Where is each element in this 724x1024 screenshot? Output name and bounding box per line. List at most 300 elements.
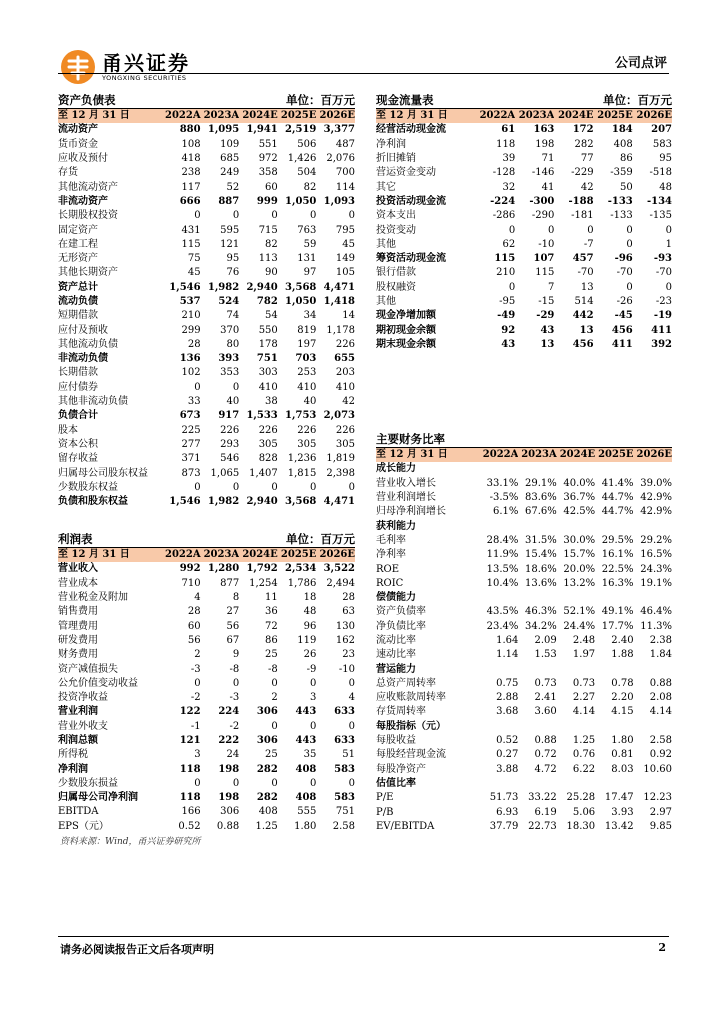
cell-value: 673 bbox=[179, 410, 201, 422]
financial-ratios-block bbox=[376, 432, 672, 834]
cell-value: 393 bbox=[218, 353, 240, 365]
row-label: 营运资金变动 bbox=[376, 167, 436, 179]
cell-value: 114 bbox=[335, 181, 355, 193]
cell-value: 43.5% bbox=[486, 606, 519, 618]
cell-value: -229 bbox=[571, 167, 594, 179]
cell-value: 0 bbox=[508, 281, 516, 293]
row-label: 短期借款 bbox=[58, 310, 98, 322]
cell-value: 2.20 bbox=[611, 692, 634, 704]
cell-value: 25.28 bbox=[566, 792, 596, 804]
cell-value: 0.88 bbox=[216, 820, 240, 832]
table-row bbox=[58, 395, 355, 409]
row-label: 流动资产 bbox=[58, 124, 98, 136]
cell-value: 0 bbox=[310, 720, 317, 732]
table-row bbox=[58, 777, 355, 791]
cell-value: 97 bbox=[303, 267, 317, 279]
cell-value: 226 bbox=[258, 424, 278, 436]
table-row bbox=[58, 223, 355, 237]
table-section-row bbox=[376, 591, 672, 605]
balance-sheet-table bbox=[58, 109, 355, 509]
cell-value: 408 bbox=[258, 806, 278, 818]
table-row bbox=[376, 195, 672, 209]
cell-value: 198 bbox=[218, 792, 240, 804]
table-row bbox=[376, 323, 672, 337]
row-label: ROIC bbox=[376, 577, 404, 589]
cell-value: 1,982 bbox=[207, 496, 240, 508]
cell-value: -3 bbox=[190, 663, 201, 675]
row-label: 成长能力 bbox=[376, 463, 416, 475]
table-row bbox=[376, 534, 672, 548]
cell-value: 14 bbox=[342, 310, 355, 322]
row-label: 负债合计 bbox=[58, 410, 98, 422]
cell-value: 42 bbox=[580, 181, 594, 193]
row-label: 净利率 bbox=[376, 549, 406, 561]
cell-value: 48 bbox=[303, 606, 317, 618]
cell-value: 524 bbox=[218, 296, 240, 307]
cell-value: 13.5% bbox=[486, 563, 519, 575]
cell-value: 6.19 bbox=[534, 806, 557, 818]
cell-value bbox=[557, 462, 595, 476]
table-row bbox=[58, 295, 355, 309]
cell-value: 0 bbox=[232, 381, 240, 393]
cell-value: 222 bbox=[218, 735, 240, 746]
cell-value: 293 bbox=[220, 438, 240, 450]
row-label: 营业成本 bbox=[58, 577, 98, 589]
cell-value: 51.73 bbox=[489, 792, 519, 804]
cell-value: 795 bbox=[335, 224, 355, 236]
cell-value: 37.79 bbox=[489, 820, 519, 832]
cell-value: 30.0% bbox=[563, 534, 596, 546]
column-header-year: 2024E bbox=[239, 109, 278, 123]
cell-value: 0 bbox=[232, 210, 240, 222]
cell-value: 226 bbox=[335, 338, 355, 350]
table-row bbox=[58, 605, 355, 619]
row-label: 总资产周转率 bbox=[376, 677, 436, 689]
cell-value: 226 bbox=[297, 424, 317, 436]
cell-value: 1,533 bbox=[246, 410, 278, 422]
cell-value: 42.5% bbox=[563, 506, 596, 518]
cell-value: 3.88 bbox=[496, 763, 519, 775]
cell-value: 306 bbox=[256, 735, 278, 746]
cell-value: 410 bbox=[297, 381, 317, 393]
table-row bbox=[376, 223, 672, 237]
cell-value bbox=[634, 720, 672, 734]
cell-value: 23 bbox=[342, 649, 355, 661]
cell-value: 633 bbox=[334, 706, 355, 718]
cell-value: -93 bbox=[653, 253, 672, 265]
table-header-row bbox=[376, 109, 672, 123]
column-header-year: 2025E bbox=[594, 109, 633, 123]
cell-value: 1,819 bbox=[326, 453, 355, 465]
cell-value bbox=[595, 777, 633, 791]
column-header-year: 2024E bbox=[554, 109, 593, 123]
cell-value: 77 bbox=[580, 153, 594, 165]
cell-value: 4,471 bbox=[323, 496, 355, 508]
table-header-row bbox=[376, 448, 672, 462]
cell-value: 1,546 bbox=[169, 281, 201, 293]
cell-value: 29.5% bbox=[601, 534, 634, 546]
cell-value: 303 bbox=[258, 367, 278, 379]
cell-value: 456 bbox=[572, 338, 594, 350]
cell-value: 0 bbox=[348, 777, 355, 789]
row-label: 净利润 bbox=[58, 763, 88, 775]
cell-value: 34.2% bbox=[525, 620, 557, 632]
row-label: 净利润 bbox=[376, 138, 406, 150]
cell-value: 1.25 bbox=[255, 820, 278, 832]
cell-value: 2.97 bbox=[649, 806, 672, 818]
cell-value: 25 bbox=[265, 749, 278, 761]
cell-value: 0 bbox=[194, 381, 201, 393]
table-row bbox=[58, 562, 355, 576]
cell-value: 583 bbox=[334, 763, 355, 775]
row-label: 投资净收益 bbox=[58, 692, 108, 704]
cell-value: 136 bbox=[179, 353, 201, 365]
row-label: 股权融资 bbox=[376, 281, 416, 293]
table-row bbox=[58, 662, 355, 676]
cell-value: 710 bbox=[181, 577, 201, 589]
cell-value: 45 bbox=[342, 238, 355, 250]
cell-value: 2.27 bbox=[572, 692, 596, 704]
table-row bbox=[58, 309, 355, 323]
cell-value: 16.3% bbox=[601, 577, 634, 589]
cell-value: 90 bbox=[265, 267, 278, 279]
column-header-year: 2025E bbox=[278, 109, 317, 123]
cell-value bbox=[518, 519, 556, 533]
cell-value: 371 bbox=[181, 453, 201, 465]
table-row bbox=[58, 762, 355, 776]
cell-value: 109 bbox=[220, 138, 240, 150]
row-label: 管理费用 bbox=[58, 620, 98, 632]
cell-value: 13 bbox=[540, 338, 555, 350]
cell-value: 0.72 bbox=[534, 749, 557, 761]
row-label: 投资活动现金流 bbox=[376, 195, 446, 207]
cell-value: 60 bbox=[265, 181, 278, 193]
cell-value: 408 bbox=[613, 138, 633, 150]
cell-value: 3,568 bbox=[285, 496, 317, 508]
cell-value: 306 bbox=[220, 806, 240, 818]
cell-value: 6.1% bbox=[492, 506, 519, 518]
cell-value: 282 bbox=[574, 138, 594, 150]
cell-value: 13.42 bbox=[604, 820, 634, 832]
row-label: 经营活动现金流 bbox=[376, 124, 446, 136]
cell-value: -15 bbox=[538, 296, 555, 307]
table-row bbox=[58, 138, 355, 152]
cell-value: 31.5% bbox=[525, 534, 557, 546]
cell-value bbox=[557, 720, 595, 734]
table-row bbox=[376, 281, 672, 295]
table-row bbox=[376, 252, 672, 266]
column-header-label: 至 12 月 31 日 bbox=[58, 109, 162, 123]
cell-value: 17.47 bbox=[604, 792, 634, 804]
cell-value: 0 bbox=[232, 481, 240, 493]
cell-value: 28.4% bbox=[486, 534, 519, 546]
cell-value: 2.09 bbox=[534, 635, 557, 646]
row-label: 应付债券 bbox=[58, 381, 98, 393]
cell-value: 43 bbox=[540, 324, 555, 336]
cell-value: 82 bbox=[265, 238, 278, 250]
table-section-row bbox=[376, 777, 672, 791]
cell-value: 33.22 bbox=[528, 792, 557, 804]
column-header-label: 至 12 月 31 日 bbox=[376, 109, 476, 123]
table-row bbox=[376, 266, 672, 280]
cell-value: 666 bbox=[179, 195, 201, 207]
table-section-row bbox=[376, 662, 672, 676]
row-label: 其他 bbox=[376, 296, 396, 307]
table-row bbox=[58, 166, 355, 180]
cell-value: 28 bbox=[187, 338, 201, 350]
cell-value: 358 bbox=[258, 167, 278, 179]
row-label: EBITDA bbox=[58, 806, 99, 818]
cell-value: 59 bbox=[303, 238, 317, 250]
cell-value: 19.1% bbox=[640, 577, 672, 589]
balance-sheet-block bbox=[58, 93, 355, 509]
column-header-label: 至 12 月 31 日 bbox=[376, 448, 480, 462]
table-row bbox=[376, 805, 672, 819]
cell-value: 0.76 bbox=[572, 749, 596, 761]
table-row bbox=[376, 820, 672, 834]
cash-flow-table bbox=[376, 109, 672, 352]
cell-value: -19 bbox=[653, 310, 672, 322]
cell-value: 1,095 bbox=[207, 124, 240, 136]
cell-value: 751 bbox=[335, 806, 355, 818]
cell-value: 0 bbox=[232, 677, 240, 689]
cell-value: 1,941 bbox=[246, 124, 278, 136]
cell-value bbox=[557, 777, 595, 791]
row-label: 应收账款周转率 bbox=[376, 692, 446, 704]
cell-value: 5.06 bbox=[572, 806, 596, 818]
company-name-cn: 甬兴证券 bbox=[102, 51, 190, 75]
cell-value: 443 bbox=[295, 735, 317, 746]
cell-value: 408 bbox=[295, 763, 317, 775]
cell-value: 35 bbox=[303, 749, 317, 761]
cell-value: 40.0% bbox=[563, 477, 596, 489]
cell-value: 184 bbox=[611, 124, 633, 136]
cell-value: 48 bbox=[659, 181, 672, 193]
cell-value: 0 bbox=[271, 777, 278, 789]
cell-value: 86 bbox=[620, 153, 633, 165]
table-row bbox=[58, 180, 355, 194]
cell-value: 3,568 bbox=[285, 281, 317, 293]
cell-value: -300 bbox=[529, 195, 555, 207]
row-label: P/B bbox=[376, 806, 394, 818]
cell-value: 2,940 bbox=[246, 281, 278, 293]
table-row bbox=[376, 180, 672, 194]
data-source-note: 资料来源：Wind，甬兴证券研究所 bbox=[60, 837, 201, 847]
cell-value: 3 bbox=[310, 692, 317, 704]
cell-value: 198 bbox=[218, 763, 240, 775]
row-label: 偿债能力 bbox=[376, 592, 416, 604]
cell-value: 1,815 bbox=[287, 467, 317, 479]
row-label: 无形资产 bbox=[58, 253, 98, 265]
cell-value: -26 bbox=[616, 296, 633, 307]
cell-value: -2 bbox=[229, 720, 240, 732]
table-section-row bbox=[376, 720, 672, 734]
column-header-label: 至 12 月 31 日 bbox=[58, 548, 162, 562]
cell-value bbox=[557, 591, 595, 605]
cell-value bbox=[634, 662, 672, 676]
cell-value: 2,073 bbox=[323, 410, 355, 422]
row-label: 存货 bbox=[58, 167, 78, 179]
cell-value: 42 bbox=[342, 396, 355, 408]
income-statement-title: 利润表 bbox=[58, 532, 93, 546]
cell-value: 11.3% bbox=[640, 620, 672, 632]
column-header-year: 2024E bbox=[239, 548, 278, 562]
cell-value: 0.27 bbox=[496, 749, 519, 761]
row-label: 归属母公司股东权益 bbox=[58, 467, 148, 479]
cell-value: 1,546 bbox=[169, 496, 201, 508]
cell-value: 56 bbox=[226, 620, 240, 632]
cell-value: 306 bbox=[256, 706, 278, 718]
cell-value bbox=[480, 462, 518, 476]
cell-value: 42.9% bbox=[640, 492, 672, 504]
table-row bbox=[58, 634, 355, 648]
row-label: ROE bbox=[376, 563, 400, 575]
table-row bbox=[58, 409, 355, 423]
table-row bbox=[376, 548, 672, 562]
cell-value: 24.3% bbox=[640, 563, 672, 575]
cell-value: 0 bbox=[626, 224, 633, 236]
cell-value: 0.78 bbox=[611, 677, 634, 689]
cell-value: 0 bbox=[508, 224, 516, 236]
balance-sheet-unit: 单位：百万元 bbox=[286, 93, 355, 107]
cell-value: 6.93 bbox=[496, 806, 519, 818]
cell-value: 763 bbox=[297, 224, 317, 236]
cell-value: 4.15 bbox=[611, 706, 634, 718]
cash-flow-title: 现金流量表 bbox=[376, 93, 434, 107]
table-row bbox=[376, 634, 672, 648]
cell-value: 86 bbox=[265, 634, 278, 646]
cell-value: 431 bbox=[181, 224, 201, 236]
cell-value: -224 bbox=[490, 195, 516, 207]
cell-value: 887 bbox=[218, 195, 240, 207]
cell-value: 38 bbox=[265, 396, 278, 408]
table-row bbox=[376, 138, 672, 152]
cell-value: 115 bbox=[535, 267, 555, 279]
cell-value: -70 bbox=[577, 267, 594, 279]
cell-value: 2,398 bbox=[326, 467, 355, 479]
cell-value: 12.23 bbox=[643, 792, 672, 804]
cell-value: 4 bbox=[194, 592, 201, 604]
cell-value: 1,786 bbox=[287, 577, 317, 589]
row-label: 其他非流动负债 bbox=[58, 396, 128, 408]
cell-value: 34 bbox=[303, 310, 317, 322]
cell-value: 9 bbox=[232, 649, 240, 661]
row-label: 少数股东权益 bbox=[58, 481, 118, 493]
cell-value: 33.1% bbox=[486, 477, 519, 489]
cell-value: 411 bbox=[611, 338, 633, 350]
cell-value: 29.2% bbox=[640, 534, 672, 546]
table-row bbox=[58, 323, 355, 337]
cell-value: 457 bbox=[572, 253, 594, 265]
cell-value: 22.73 bbox=[528, 820, 557, 832]
cell-value: -128 bbox=[492, 167, 516, 179]
cell-value: 506 bbox=[297, 138, 317, 150]
column-header-year: 2025E bbox=[595, 448, 633, 462]
cell-value: 0 bbox=[194, 481, 201, 493]
row-label: 少数股东损益 bbox=[58, 777, 118, 789]
cell-value: 40 bbox=[226, 396, 240, 408]
cell-value: 0 bbox=[548, 224, 555, 236]
income-statement-table bbox=[58, 548, 355, 834]
row-label: 资产减值损失 bbox=[58, 663, 118, 675]
cell-value: 149 bbox=[335, 253, 355, 265]
cell-value: 782 bbox=[256, 296, 278, 307]
cell-value: 0 bbox=[665, 281, 672, 293]
cell-value: 0 bbox=[310, 777, 317, 789]
row-label: 其他 bbox=[376, 238, 396, 250]
row-label: 归母净利润增长 bbox=[376, 506, 446, 518]
cell-value: 2,494 bbox=[326, 577, 355, 589]
cell-value bbox=[634, 591, 672, 605]
cell-value: 18.6% bbox=[525, 563, 557, 575]
cell-value: 546 bbox=[220, 453, 240, 465]
cell-value: 537 bbox=[179, 296, 201, 307]
cell-value: 249 bbox=[220, 167, 240, 179]
row-label: EV/EBITDA bbox=[376, 820, 435, 832]
table-row bbox=[376, 123, 672, 137]
cell-value: 3,377 bbox=[323, 124, 355, 136]
cell-value: 1 bbox=[665, 238, 672, 250]
cell-value: 13 bbox=[580, 281, 594, 293]
cell-value: 225 bbox=[181, 424, 201, 436]
row-label: 每股净资产 bbox=[376, 763, 426, 775]
cell-value: 4.14 bbox=[649, 706, 672, 718]
row-label: 期末现金余额 bbox=[376, 338, 436, 350]
cell-value: 39.0% bbox=[640, 477, 672, 489]
cell-value: 107 bbox=[533, 253, 555, 265]
cell-value: 3.68 bbox=[496, 706, 519, 718]
cell-value: 2 bbox=[194, 649, 201, 661]
cell-value: 15.7% bbox=[563, 549, 596, 561]
cell-value: 108 bbox=[181, 138, 201, 150]
cell-value bbox=[557, 662, 595, 676]
table-row bbox=[376, 166, 672, 180]
cell-value: 873 bbox=[181, 467, 201, 479]
cell-value: 82 bbox=[303, 181, 317, 193]
row-label: 应收及预付 bbox=[58, 153, 108, 165]
cell-value: -286 bbox=[492, 210, 516, 222]
row-label: 每股收益 bbox=[376, 735, 416, 747]
cell-value: 45 bbox=[187, 267, 201, 279]
row-label: 流动负债 bbox=[58, 296, 98, 307]
cell-value: 1.88 bbox=[611, 649, 634, 661]
row-label: EPS（元） bbox=[58, 820, 109, 832]
cell-value: 16.5% bbox=[640, 549, 672, 561]
cell-value: 1,982 bbox=[207, 281, 240, 293]
balance-sheet-title: 资产负债表 bbox=[58, 93, 116, 107]
cell-value: 0 bbox=[310, 677, 317, 689]
cell-value: 178 bbox=[258, 338, 278, 350]
cell-value: 121 bbox=[179, 735, 201, 746]
cell-value: 1.84 bbox=[649, 649, 672, 661]
cell-value: 4,471 bbox=[323, 281, 355, 293]
cell-value: -133 bbox=[610, 210, 633, 222]
financial-ratios-table bbox=[376, 448, 672, 834]
cell-value: 76 bbox=[226, 267, 240, 279]
cell-value: 80 bbox=[226, 338, 240, 350]
cell-value: 1,178 bbox=[326, 324, 355, 336]
cell-value: 207 bbox=[651, 124, 672, 136]
cell-value: -133 bbox=[607, 195, 633, 207]
cell-value bbox=[595, 519, 633, 533]
cell-value: 42.9% bbox=[640, 506, 672, 518]
cell-value: 4 bbox=[348, 692, 355, 704]
table-row bbox=[376, 705, 672, 719]
cell-value: 10.4% bbox=[486, 577, 519, 589]
cell-value: -8 bbox=[268, 663, 278, 675]
row-label: 在建工程 bbox=[58, 238, 98, 250]
cell-value: 105 bbox=[335, 267, 355, 279]
